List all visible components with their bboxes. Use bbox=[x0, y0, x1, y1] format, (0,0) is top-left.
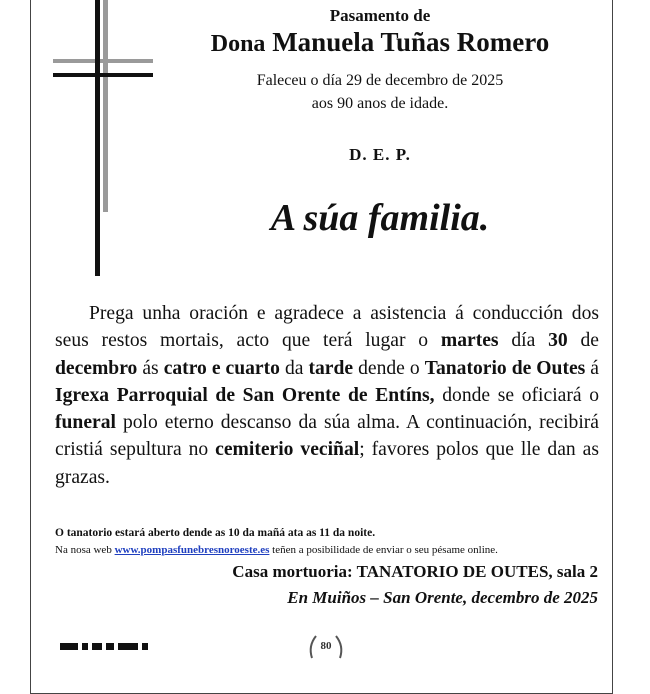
body-weekday: martes bbox=[440, 330, 499, 352]
heading-pasamento: Pasamento de bbox=[329, 6, 431, 25]
body-text-9: polo eterno descanso da súa alma. A continuación, recibirá cristiá sepultura no bbox=[55, 412, 599, 461]
funeral-home-line: Casa mortuoria: TANATORIO DE OUTES, sala 2 bbox=[232, 562, 598, 581]
body-text-3: de bbox=[567, 330, 599, 352]
body-text-6: dende o bbox=[353, 357, 425, 379]
body-text-2: día bbox=[498, 330, 549, 352]
cross-horizontal-black bbox=[53, 73, 153, 77]
web-note-suffix: teñen a posibilidade de enviar o seu pésame online. bbox=[269, 544, 498, 556]
body-origin: Tanatorio de Outes bbox=[424, 357, 586, 379]
web-note-prefix: Na nosa web bbox=[55, 544, 115, 556]
cross-horizontal-grey bbox=[53, 59, 153, 63]
cross-vertical-black bbox=[95, 0, 100, 276]
full-name: Manuela Tuñas Romero bbox=[272, 27, 550, 57]
company-logo bbox=[60, 639, 160, 650]
web-note bbox=[55, 544, 498, 556]
place-date-line: En Muiños – San Orente, decembro de 2025 bbox=[287, 588, 598, 607]
body-funeral: funeral bbox=[55, 412, 116, 434]
body-destination: Igrexa Parroquial de San Orente de Entíns, bbox=[55, 384, 435, 406]
body-text-7: á bbox=[585, 357, 599, 379]
body-cemetery: cemiterio veciñal bbox=[215, 439, 360, 461]
website-link[interactable]: www.pompasfunebresnoroeste.es bbox=[114, 544, 270, 556]
opening-hours-note: O tanatorio estará aberto dende as 10 da mañá ata as 11 da noite. bbox=[55, 527, 376, 539]
honorific: Dona bbox=[210, 31, 266, 57]
announcement-body bbox=[55, 300, 599, 491]
age-line: aos 90 anos de idade. bbox=[311, 95, 449, 112]
body-day: 30 bbox=[548, 330, 568, 352]
body-text-5: da bbox=[279, 357, 309, 379]
deceased-name bbox=[150, 27, 610, 58]
body-text-10: ; favores polos que lle dan as grazas. bbox=[55, 439, 599, 488]
family-signature: A súa familia. bbox=[270, 197, 490, 239]
rip-abbreviation: D. E. P. bbox=[349, 145, 411, 164]
cross-vertical-grey bbox=[103, 0, 108, 212]
body-time: catro e cuarto bbox=[163, 357, 280, 379]
anniversary-seal-icon bbox=[306, 628, 346, 668]
death-date-line: Faleceu o día 29 de decembro de 2025 bbox=[256, 72, 504, 89]
body-text-8: donde se oficiará o bbox=[434, 384, 600, 406]
body-text-4: ás bbox=[137, 357, 164, 379]
body-tarde: tarde bbox=[308, 357, 354, 379]
body-month: decembro bbox=[55, 357, 138, 379]
seal-number: 80 bbox=[320, 640, 332, 652]
body-text-1: Prega unha oración e agradece a asistencia á conducción dos seus restos mortais, acto que terá lugar o bbox=[55, 303, 599, 352]
